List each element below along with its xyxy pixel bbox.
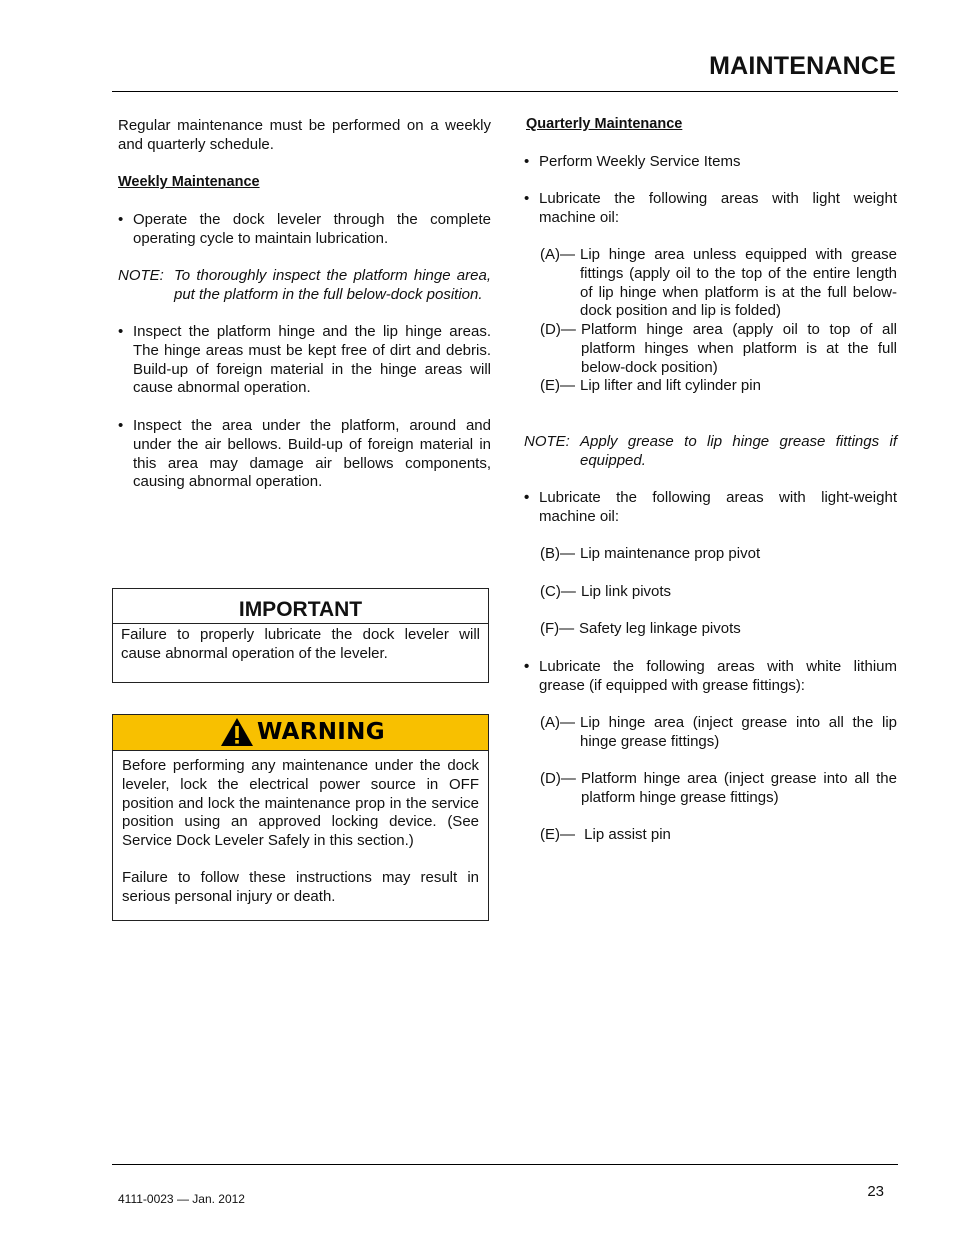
item-label: (D)— [540, 770, 576, 787]
item-text: Lip lifter and lift cylinder pin [580, 377, 761, 394]
warning-text-1: Before performing any maintenance under the dock leveler, lock the electrical power source in OFF position and lock the maintenance prop in the service position using an approved locking device. (See Service Dock Leveler Safely in this section.) [122, 757, 479, 850]
bullet-icon: • [524, 489, 530, 506]
item-label: (A)— [540, 714, 575, 731]
bullet-icon: • [118, 323, 124, 340]
quarterly-bullet-4-text: Lubricate the following areas with white lithium grease (if equipped with grease fittings): [539, 658, 897, 694]
grease-item-d [540, 770, 897, 808]
oil-item-b [540, 545, 897, 564]
item-label: (D)— [540, 321, 576, 338]
quarterly-note [524, 433, 897, 471]
quarterly-bullet-4 [524, 658, 897, 696]
grease-item-e [540, 826, 897, 845]
item-label: (A)— [540, 246, 575, 263]
oil-item-d [540, 321, 897, 377]
footer-rule [112, 1164, 898, 1165]
warning-title: WARNING [257, 719, 385, 745]
item-text: Lip maintenance prop pivot [580, 545, 761, 562]
warning-triangle-icon [220, 717, 254, 747]
weekly-bullet-3-text: Inspect the area under the platform, around and under the air bellows. Build-up of foreign material in this area may damage air bellows components, causing abnormal operation. [133, 417, 491, 491]
item-text: Lip hinge area (inject grease into all the lip hinge grease fittings) [580, 714, 897, 750]
quarterly-bullet-2-text: Lubricate the following areas with light weight machine oil: [539, 190, 897, 226]
bullet-icon: • [524, 153, 530, 170]
important-box [112, 588, 489, 683]
bullet-icon: • [118, 211, 124, 228]
note-label: NOTE: [118, 267, 164, 284]
weekly-bullet-1 [118, 211, 491, 249]
header-rule [112, 91, 898, 92]
oil-item-a [540, 246, 897, 321]
item-text: Lip hinge area unless equipped with grease fittings (apply oil to the top of the entire length of lip hinge when platform is at the full below-dock position and lip is folded) [580, 246, 897, 320]
weekly-bullet-3 [118, 417, 491, 492]
weekly-bullet-2-text: Inspect the platform hinge and the lip hinge areas. The hinge areas must be kept free of dirt and debris. Build-up of foreign material in the hinge areas will cause abnormal operation. [133, 323, 491, 397]
weekly-bullet-2 [118, 323, 491, 398]
intro-paragraph: Regular maintenance must be performed on a weekly and quarterly schedule. [118, 117, 491, 153]
oil-item-f [540, 620, 897, 639]
important-text: Failure to properly lubricate the dock leveler will cause abnormal operation of the leveler. [121, 626, 480, 662]
oil-item-c [540, 583, 897, 602]
page-number: 23 [867, 1183, 884, 1200]
item-label: (E)— [540, 377, 575, 394]
quarterly-bullet-3 [524, 489, 897, 527]
item-text: Lip assist pin [580, 826, 671, 843]
item-label: (C)— [540, 583, 576, 600]
page-title: MAINTENANCE [709, 52, 896, 80]
item-text: Platform hinge area (inject grease into all the platform hinge grease fittings) [581, 770, 897, 806]
item-text: Lip link pivots [581, 583, 672, 600]
note-label: NOTE: [524, 433, 570, 450]
weekly-bullet-1-text: Operate the dock leveler through the complete operating cycle to maintain lubrication. [133, 211, 491, 247]
weekly-maintenance-heading: Weekly Maintenance [118, 174, 260, 190]
bullet-icon: • [524, 190, 530, 207]
grease-item-a [540, 714, 897, 752]
bullet-icon: • [524, 658, 530, 675]
bullet-icon: • [118, 417, 124, 434]
oil-item-e [540, 377, 897, 396]
warning-text-2: Failure to follow these instructions may result in serious personal injury or death. [122, 868, 479, 905]
document-number: 4111-0023 — Jan. 2012 [118, 1192, 245, 1206]
item-text: Platform hinge area (apply oil to top of all platform hinges when platform is at the full below-dock position) [581, 321, 897, 376]
quarterly-bullet-1 [524, 153, 897, 172]
important-title: IMPORTANT [113, 589, 488, 624]
weekly-note [118, 267, 491, 305]
note-text: To thoroughly inspect the platform hinge area, put the platform in the full below-dock position. [174, 267, 491, 303]
warning-box [112, 714, 489, 921]
quarterly-bullet-1-text: Perform Weekly Service Items [539, 153, 741, 170]
item-label: (B)— [540, 545, 575, 562]
warning-header [113, 715, 488, 751]
item-text: Safety leg linkage pivots [579, 620, 741, 637]
quarterly-maintenance-heading: Quarterly Maintenance [526, 116, 683, 132]
item-label: (E)— [540, 826, 575, 843]
item-label: (F)— [540, 620, 575, 637]
quarterly-bullet-2 [524, 190, 897, 228]
quarterly-bullet-3-text: Lubricate the following areas with light-weight machine oil: [539, 489, 897, 525]
note-text: Apply grease to lip hinge grease fittings if equipped. [580, 433, 897, 469]
